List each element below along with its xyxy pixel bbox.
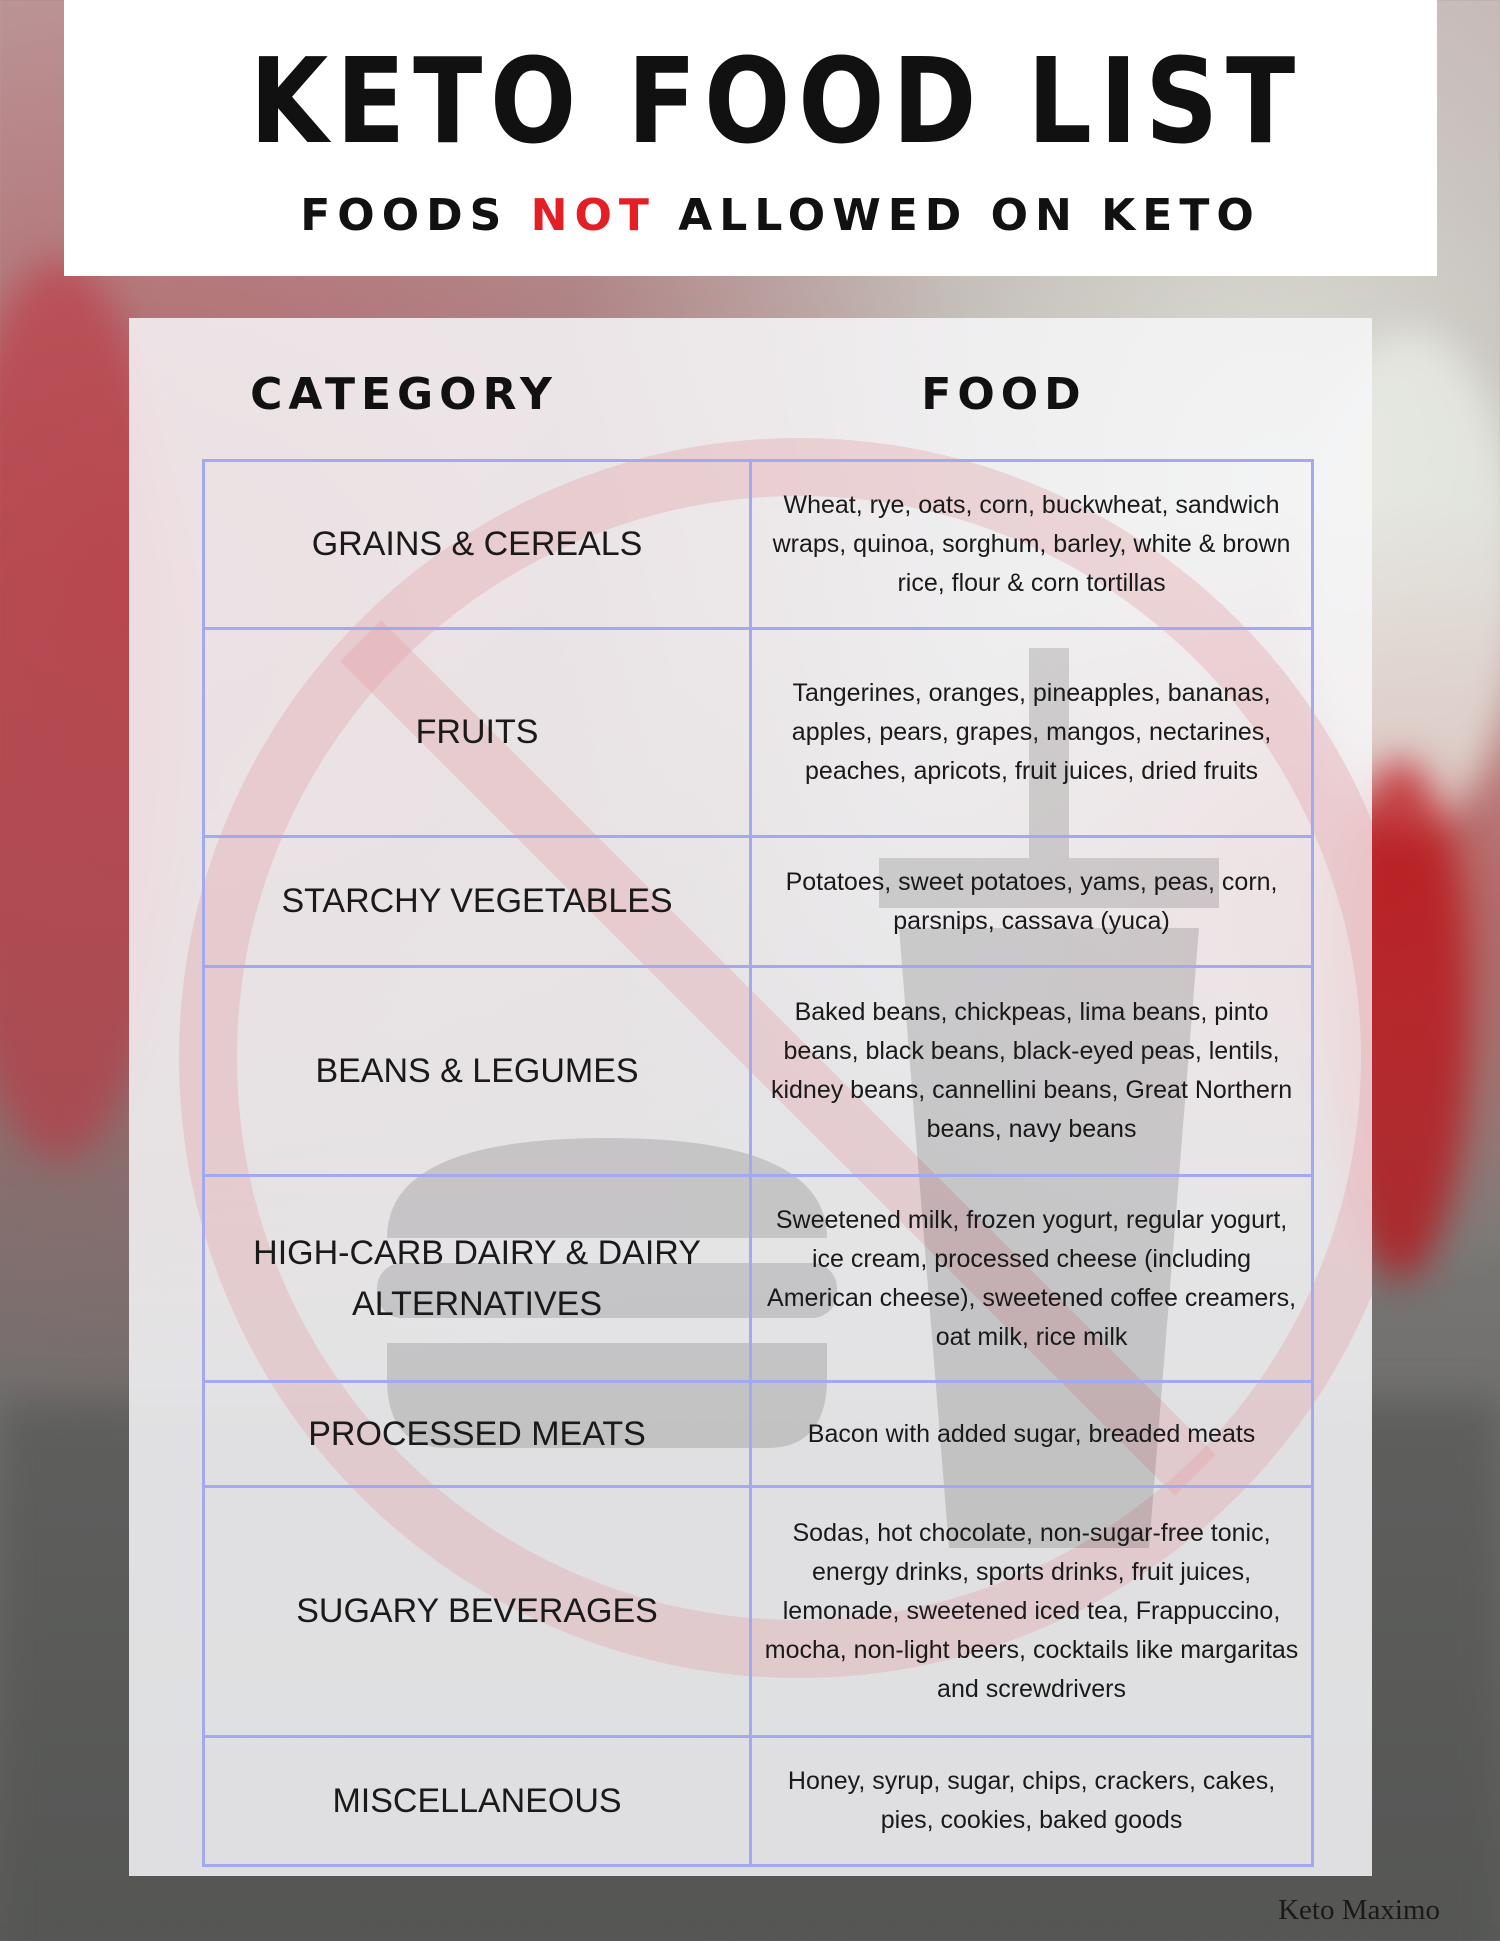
table-row — [204, 1487, 1313, 1737]
food-cell: Tangerines, oranges, pineapples, bananas, apples, pears, grapes, mangos, nectarines, peaches, apricots, fruit juices, dried fruits — [751, 629, 1313, 837]
category-cell: MISCELLANEOUS — [204, 1737, 751, 1866]
table-row — [204, 1737, 1313, 1866]
page-title: KETO FOOD LIST — [249, 32, 1303, 170]
food-cell: Baked beans, chickpeas, lima beans, pinto beans, black beans, black-eyed peas, lentils, kidney beans, cannellini beans, Great Northern beans, navy beans — [751, 967, 1313, 1176]
food-list-card — [129, 318, 1372, 1876]
page-subtitle — [64, 190, 1437, 241]
brand-signature: Keto Maximo — [1278, 1894, 1440, 1926]
subtitle-text-start: FOODS — [300, 190, 531, 241]
title-header — [64, 0, 1437, 276]
table-row — [204, 1382, 1313, 1487]
category-cell: SUGARY BEVERAGES — [204, 1487, 751, 1737]
category-cell: PROCESSED MEATS — [204, 1382, 751, 1487]
food-column-header: FOOD — [921, 369, 1087, 420]
table-row — [204, 629, 1313, 837]
table-row — [204, 837, 1313, 967]
food-cell: Sodas, hot chocolate, non-sugar-free tonic, energy drinks, sports drinks, fruit juices, lemonade, sweetened iced tea, Frappuccino, mocha, non-light beers, cocktails like margaritas and screwdrivers — [751, 1487, 1313, 1737]
category-cell: BEANS & LEGUMES — [204, 967, 751, 1176]
category-cell: FRUITS — [204, 629, 751, 837]
subtitle-text-end: ALLOWED ON KETO — [655, 190, 1261, 241]
table-row — [204, 967, 1313, 1176]
subtitle-accent-word: NOT — [530, 190, 656, 241]
food-cell: Potatoes, sweet potatoes, yams, peas, corn, parsnips, cassava (yuca) — [751, 837, 1313, 967]
category-cell: GRAINS & CEREALS — [204, 461, 751, 629]
food-cell: Wheat, rye, oats, corn, buckwheat, sandwich wraps, quinoa, sorghum, barley, white & brown rice, flour & corn tortillas — [751, 461, 1313, 629]
food-cell: Honey, syrup, sugar, chips, crackers, cakes, pies, cookies, baked goods — [751, 1737, 1313, 1866]
category-column-header: CATEGORY — [250, 369, 558, 420]
table-row — [204, 461, 1313, 629]
food-cell: Sweetened milk, frozen yogurt, regular yogurt, ice cream, processed cheese (including American cheese), sweetened coffee creamers, oat milk, rice milk — [751, 1176, 1313, 1382]
table-row — [204, 1176, 1313, 1382]
food-cell: Bacon with added sugar, breaded meats — [751, 1382, 1313, 1487]
category-cell: HIGH-CARB DAIRY & DAIRY ALTERNATIVES — [204, 1176, 751, 1382]
food-table — [202, 459, 1314, 1867]
category-cell: STARCHY VEGETABLES — [204, 837, 751, 967]
